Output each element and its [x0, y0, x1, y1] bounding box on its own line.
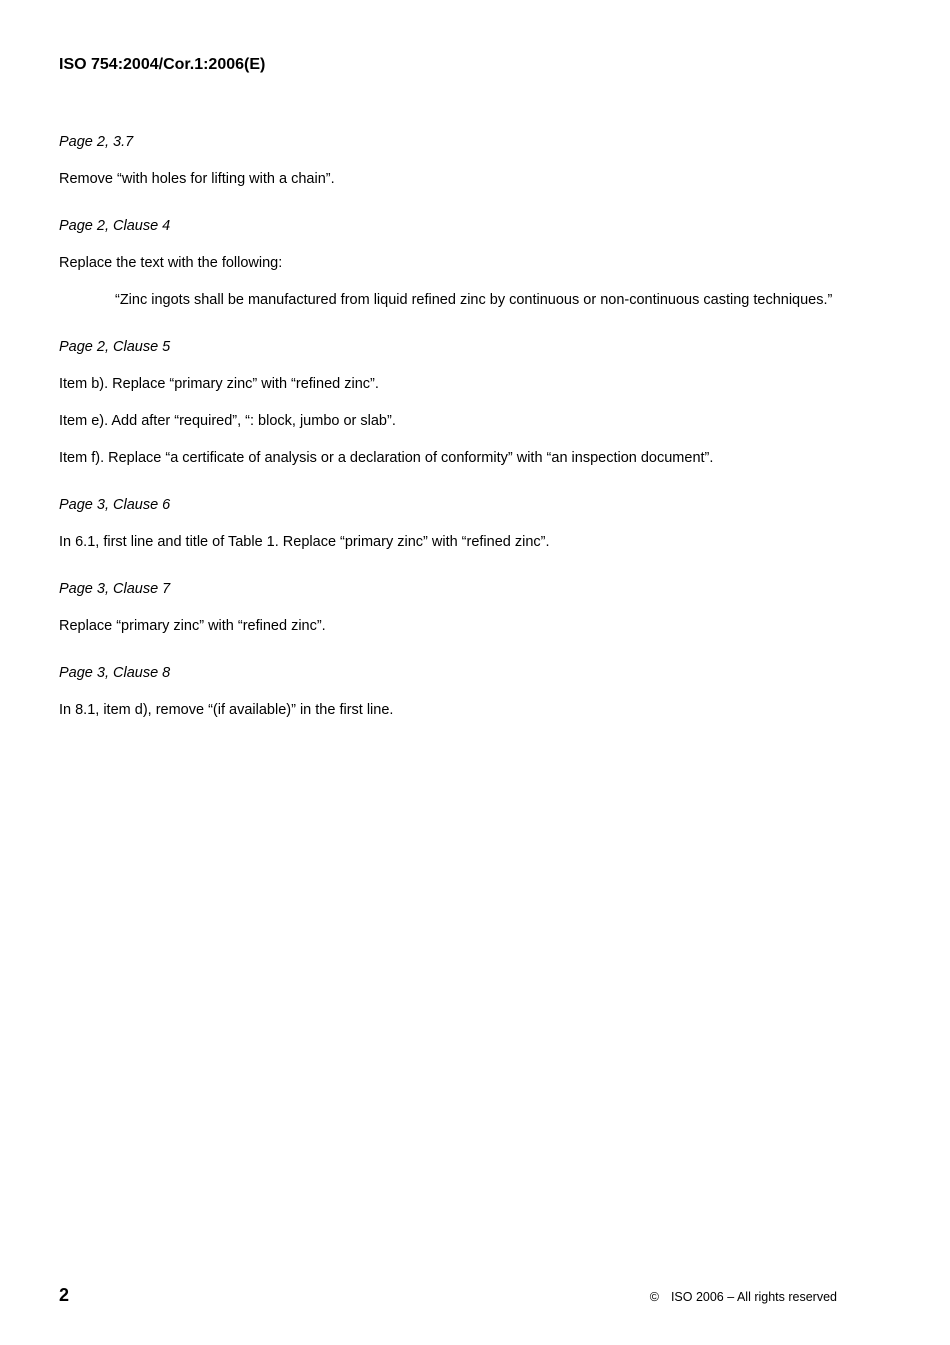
section-heading: Page 3, Clause 8	[59, 665, 171, 681]
section-heading: Page 2, Clause 4	[59, 218, 171, 234]
section-heading: Page 3, Clause 6	[59, 497, 171, 513]
document-header-title: ISO 754:2004/Cor.1:2006(E)	[59, 56, 266, 73]
document-body	[59, 133, 837, 748]
section-page2-clause4	[59, 217, 837, 310]
section-paragraph: Item e). Add after “required”, “: block, jumbo or slab”.	[59, 413, 396, 429]
section-paragraph: In 8.1, item d), remove “(if available)” in the first line.	[59, 702, 394, 718]
section-page3-clause7	[59, 580, 837, 636]
section-paragraph: In 6.1, first line and title of Table 1. Replace “primary zinc” with “refined zinc”.	[59, 534, 550, 550]
footer-copyright	[650, 1289, 837, 1305]
footer-page-number: 2	[59, 1285, 70, 1305]
section-page3-clause8	[59, 664, 837, 720]
section-page2-clause5	[59, 338, 837, 468]
section-heading: Page 3, Clause 7	[59, 581, 171, 597]
section-paragraph: Item b). Replace “primary zinc” with “refined zinc”.	[59, 376, 379, 392]
section-paragraph: Item f). Replace “a certificate of analysis or a declaration of conformity” with “an inspection document”.	[59, 450, 714, 466]
section-paragraph: Replace “primary zinc” with “refined zinc”.	[59, 618, 326, 634]
footer-copyright-text: ISO 2006 – All rights reserved	[670, 1290, 837, 1304]
section-quote: “Zinc ingots shall be manufactured from liquid refined zinc by continuous or non-continuous casting techniques.”	[115, 292, 833, 308]
section-paragraph: Replace the text with the following:	[59, 255, 283, 271]
section-paragraph: Remove “with holes for lifting with a chain”.	[59, 171, 335, 187]
copyright-icon: ©	[649, 1290, 659, 1304]
section-heading: Page 2, 3.7	[59, 134, 134, 150]
section-page2-3-7	[59, 133, 837, 189]
section-page3-clause6	[59, 496, 837, 552]
section-heading: Page 2, Clause 5	[59, 339, 171, 355]
